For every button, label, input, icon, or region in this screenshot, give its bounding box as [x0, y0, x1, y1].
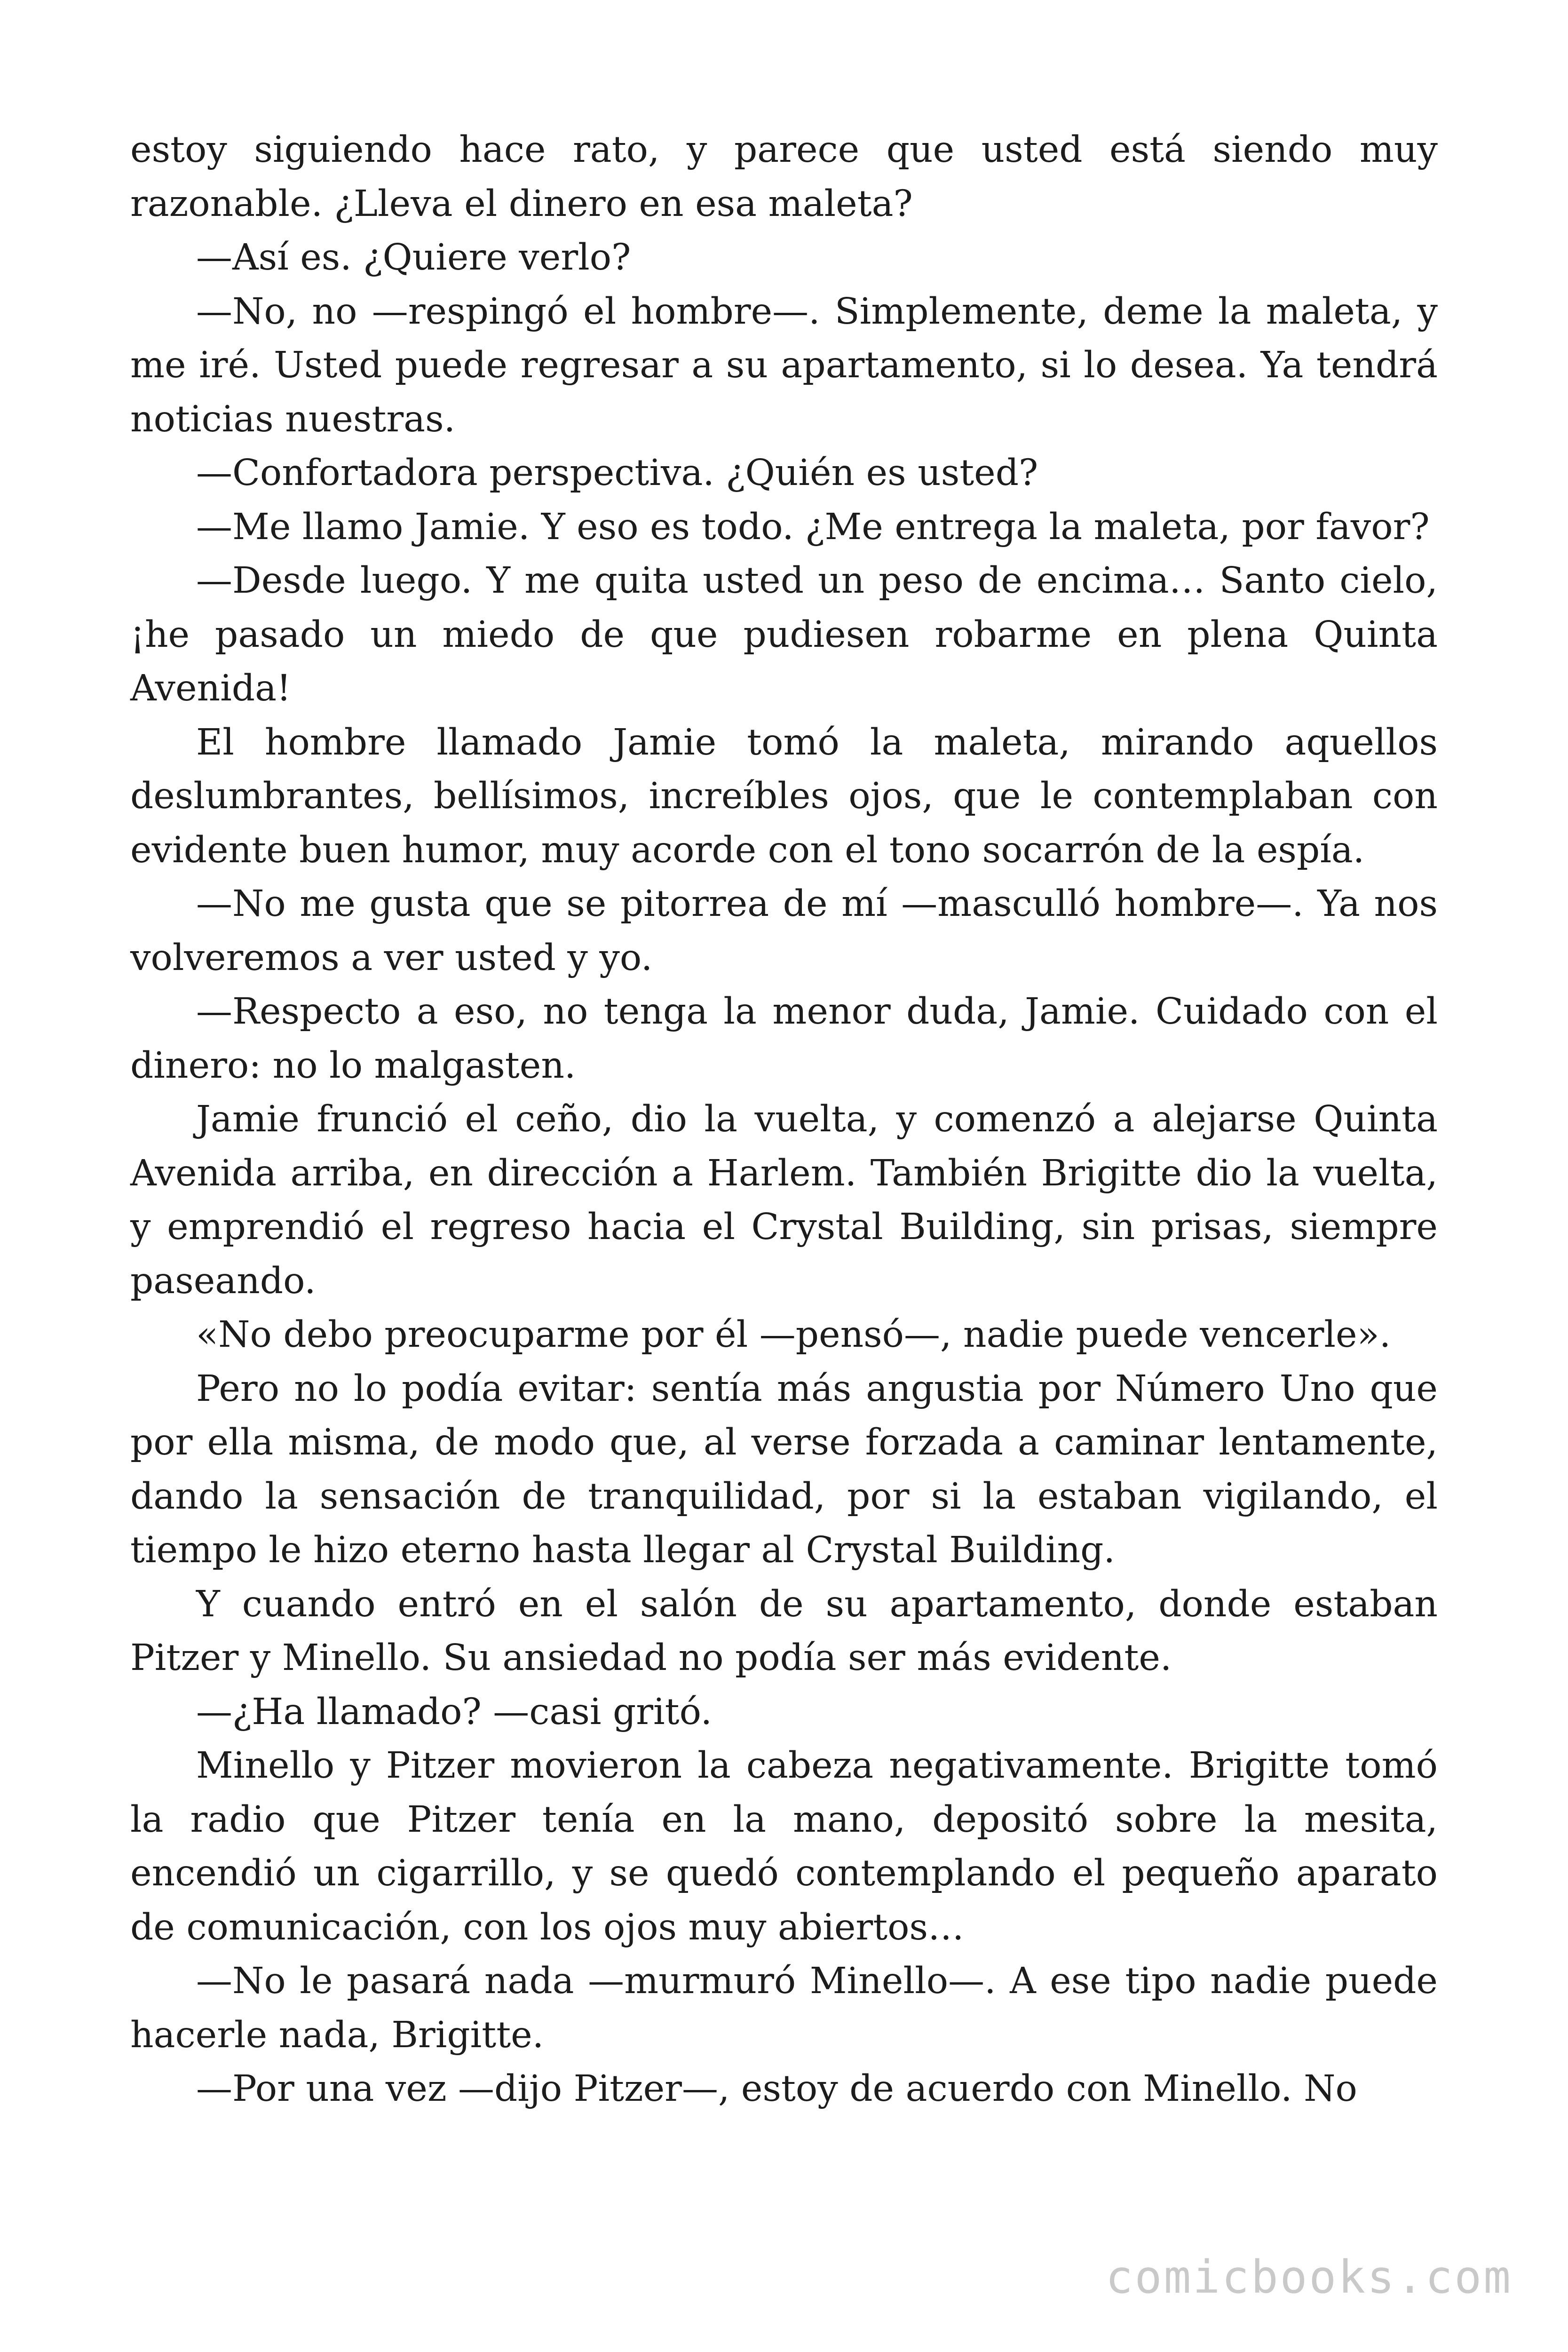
- watermark: comicbooks.com: [1105, 2251, 1513, 2304]
- paragraph: —¿Ha llamado? —casi gritó.: [196, 1691, 713, 1733]
- paragraph: Pero no lo podía evitar: sentía más angustia por Número Uno que por ella misma, de modo que, al verse forzada a caminar lentamente, dando la sensación de tranquilidad, por si la estaban vigilando, el tiempo le hizo eterno hasta llegar al Crystal Building.: [130, 1367, 1438, 1571]
- paragraph: El hombre llamado Jamie tomó la maleta, mirando aquellos deslumbrantes, bellísimos, increíbles ojos, que le contemplaban con evidente buen humor, muy acorde con el tono socarrón de la espía.: [130, 721, 1438, 871]
- paragraph: —Desde luego. Y me quita usted un peso de encima… Santo cielo, ¡he pasado un miedo de que pudiesen robarme en plena Quinta Avenida!: [130, 560, 1438, 709]
- paragraph: «No debo preocuparme por él —pensó—, nadie puede vencerle».: [196, 1314, 1391, 1356]
- paragraph: —No me gusta que se pitorrea de mí —masculló hombre—. Ya nos volveremos a ver usted y yo.: [130, 883, 1438, 979]
- paragraph: —No, no —respingó el hombre—. Simplemente, deme la maleta, y me iré. Usted puede regresar a su apartamento, si lo desea. Ya tendrá noticias nuestras.: [130, 290, 1438, 440]
- paragraph: —Me llamo Jamie. Y eso es todo. ¿Me entrega la maleta, por favor?: [196, 506, 1430, 548]
- paragraph: Jamie frunció el ceño, dio la vuelta, y comenzó a alejarse Quinta Avenida arriba, en dirección a Harlem. También Brigitte dio la vuelta, y emprendió el regreso hacia el Crystal Building, sin prisas, siempre paseando.: [130, 1098, 1438, 1302]
- body-text: [130, 123, 1438, 2116]
- paragraph: —Confortadora perspectiva. ¿Quién es usted?: [196, 452, 1038, 494]
- paragraph: —Respecto a eso, no tenga la menor duda, Jamie. Cuidado con el dinero: no lo malgasten.: [130, 991, 1438, 1087]
- paragraph: —Así es. ¿Quiere verlo?: [196, 237, 631, 278]
- paragraph: —No le pasará nada —murmuró Minello—. A ese tipo nadie puede hacerle nada, Brigitte.: [130, 1960, 1438, 2056]
- paragraph: estoy siguiendo hace rato, y parece que usted está siendo muy razonable. ¿Lleva el dinero en esa maleta?: [130, 129, 1438, 225]
- paragraph: Minello y Pitzer movieron la cabeza negativamente. Brigitte tomó la radio que Pitzer tenía en la mano, depositó sobre la mesita, encendió un cigarrillo, y se quedó contemplando el pequeño aparato de comunicación, con los ojos muy abiertos…: [130, 1745, 1438, 1948]
- paragraph: —Por una vez —dijo Pitzer—, estoy de acuerdo con Minello. No: [196, 2068, 1357, 2110]
- paragraph: Y cuando entró en el salón de su apartamento, donde estaban Pitzer y Minello. Su ansiedad no podía ser más evidente.: [130, 1583, 1438, 1679]
